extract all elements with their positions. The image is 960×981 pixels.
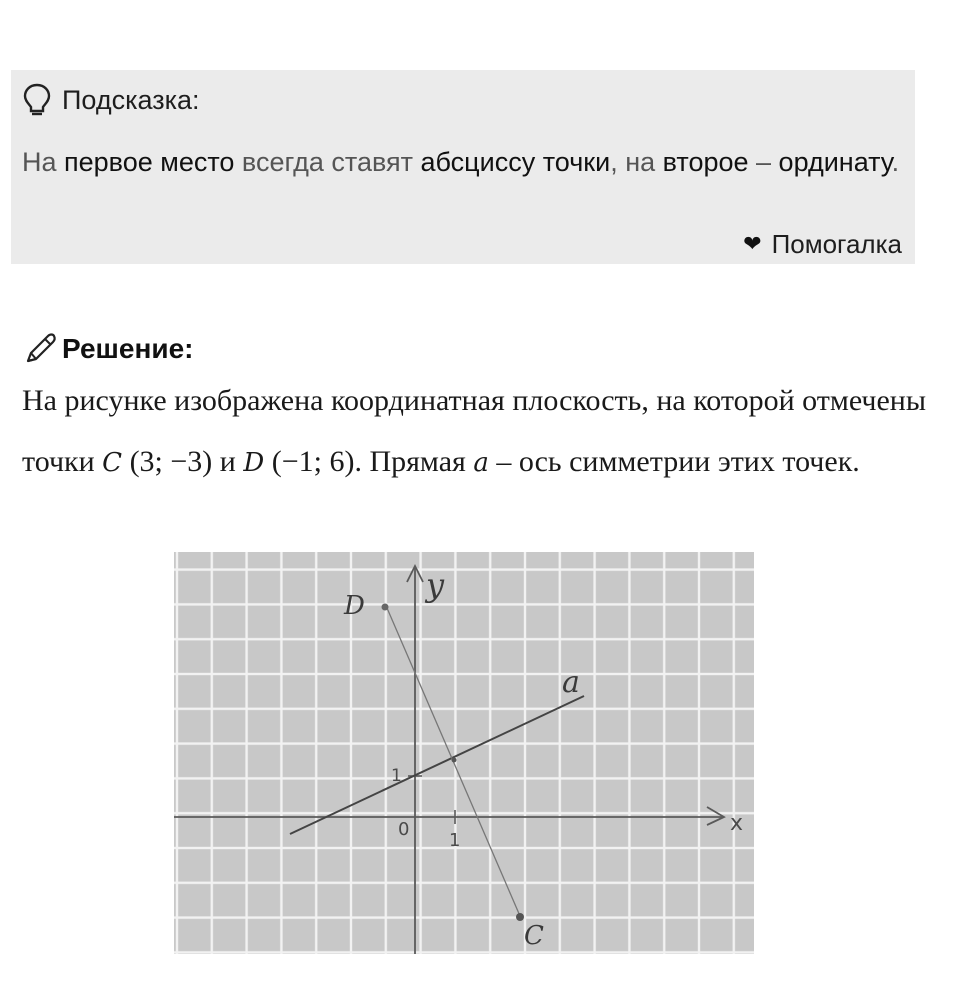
label-y: y: [426, 566, 445, 604]
coordinate-plane-drawing: [174, 552, 754, 954]
hint-source[interactable]: [743, 226, 902, 262]
hint-source-label: Помогалка: [771, 228, 902, 259]
hint-text: На первое место всегда ставят абсциссу точки, на второе – ординату.: [22, 147, 900, 177]
label-d: D: [344, 591, 365, 621]
lightbulb-icon: [22, 83, 52, 117]
coordinate-plane-photo: [174, 552, 754, 954]
point-c: [516, 913, 524, 921]
heart-icon: ❤: [743, 231, 762, 256]
label-x: x: [730, 811, 744, 836]
label-origin: 0: [398, 819, 410, 840]
solution-header: [22, 329, 193, 369]
intersection-point: [452, 758, 457, 763]
label-one-y: 1: [391, 766, 402, 786]
solution-text: На рисунке изображена координатная плоскость, на которой отмечены точки C (3; −3) и D (−1; 6). Прямая a – ось симметрии этих точек.: [22, 384, 926, 478]
label-c: C: [524, 921, 544, 951]
label-a: a: [562, 665, 580, 700]
hint-title: Подсказка:: [62, 84, 200, 115]
solution-title: Решение:: [62, 333, 194, 364]
hint-header: [22, 82, 200, 118]
label-one-x: 1: [449, 830, 461, 851]
point-d: [382, 604, 389, 611]
pencil-icon: [22, 331, 58, 367]
